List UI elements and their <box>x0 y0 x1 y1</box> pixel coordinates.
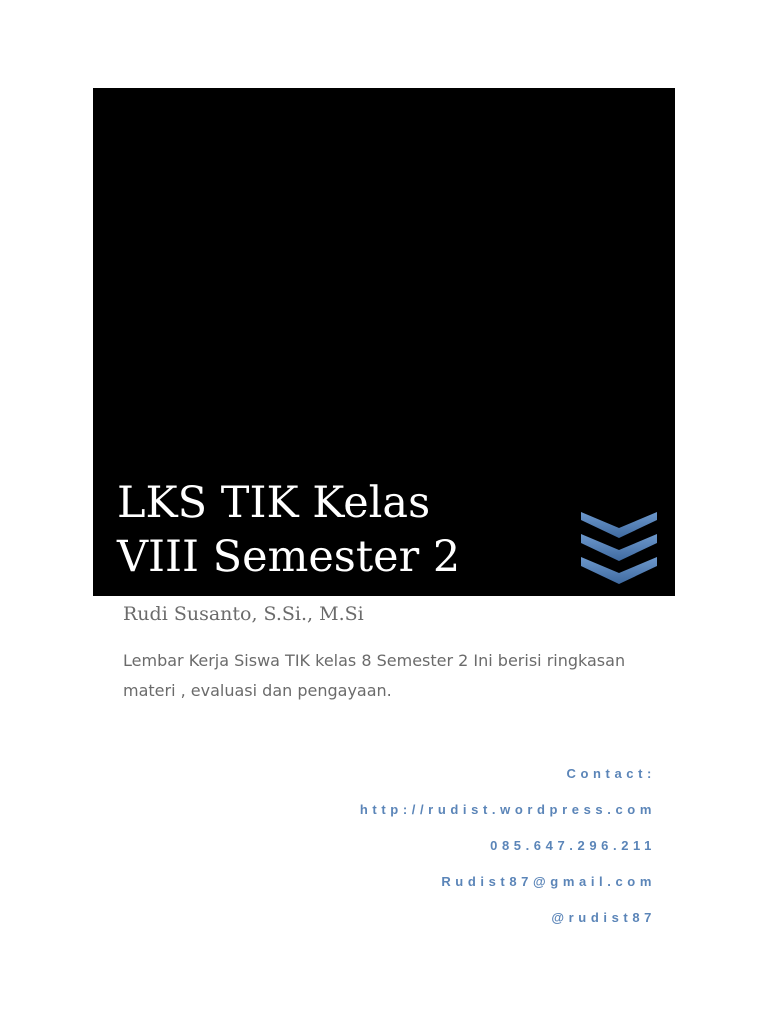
title-line-2: VIII Semester 2 <box>117 532 461 582</box>
contact-twitter: @rudist87 <box>551 910 656 925</box>
contact-phone: 085.647.296.211 <box>490 838 656 853</box>
contact-label: Contact: <box>566 766 656 781</box>
chevron-down-icon <box>581 512 657 590</box>
title-line-1: LKS TIK Kelas <box>117 478 431 528</box>
document-title <box>117 476 460 584</box>
contact-email: Rudist87@gmail.com <box>441 874 656 889</box>
cover-block <box>93 88 675 596</box>
author-name: Rudi Susanto, S.Si., M.Si <box>123 603 364 625</box>
contact-block <box>360 764 656 944</box>
contact-website: http://rudist.wordpress.com <box>359 802 656 817</box>
document-abstract: Lembar Kerja Siswa TIK kelas 8 Semester 2 Ini berisi ringkasan materi , evaluasi dan pengayaan. <box>123 651 626 700</box>
